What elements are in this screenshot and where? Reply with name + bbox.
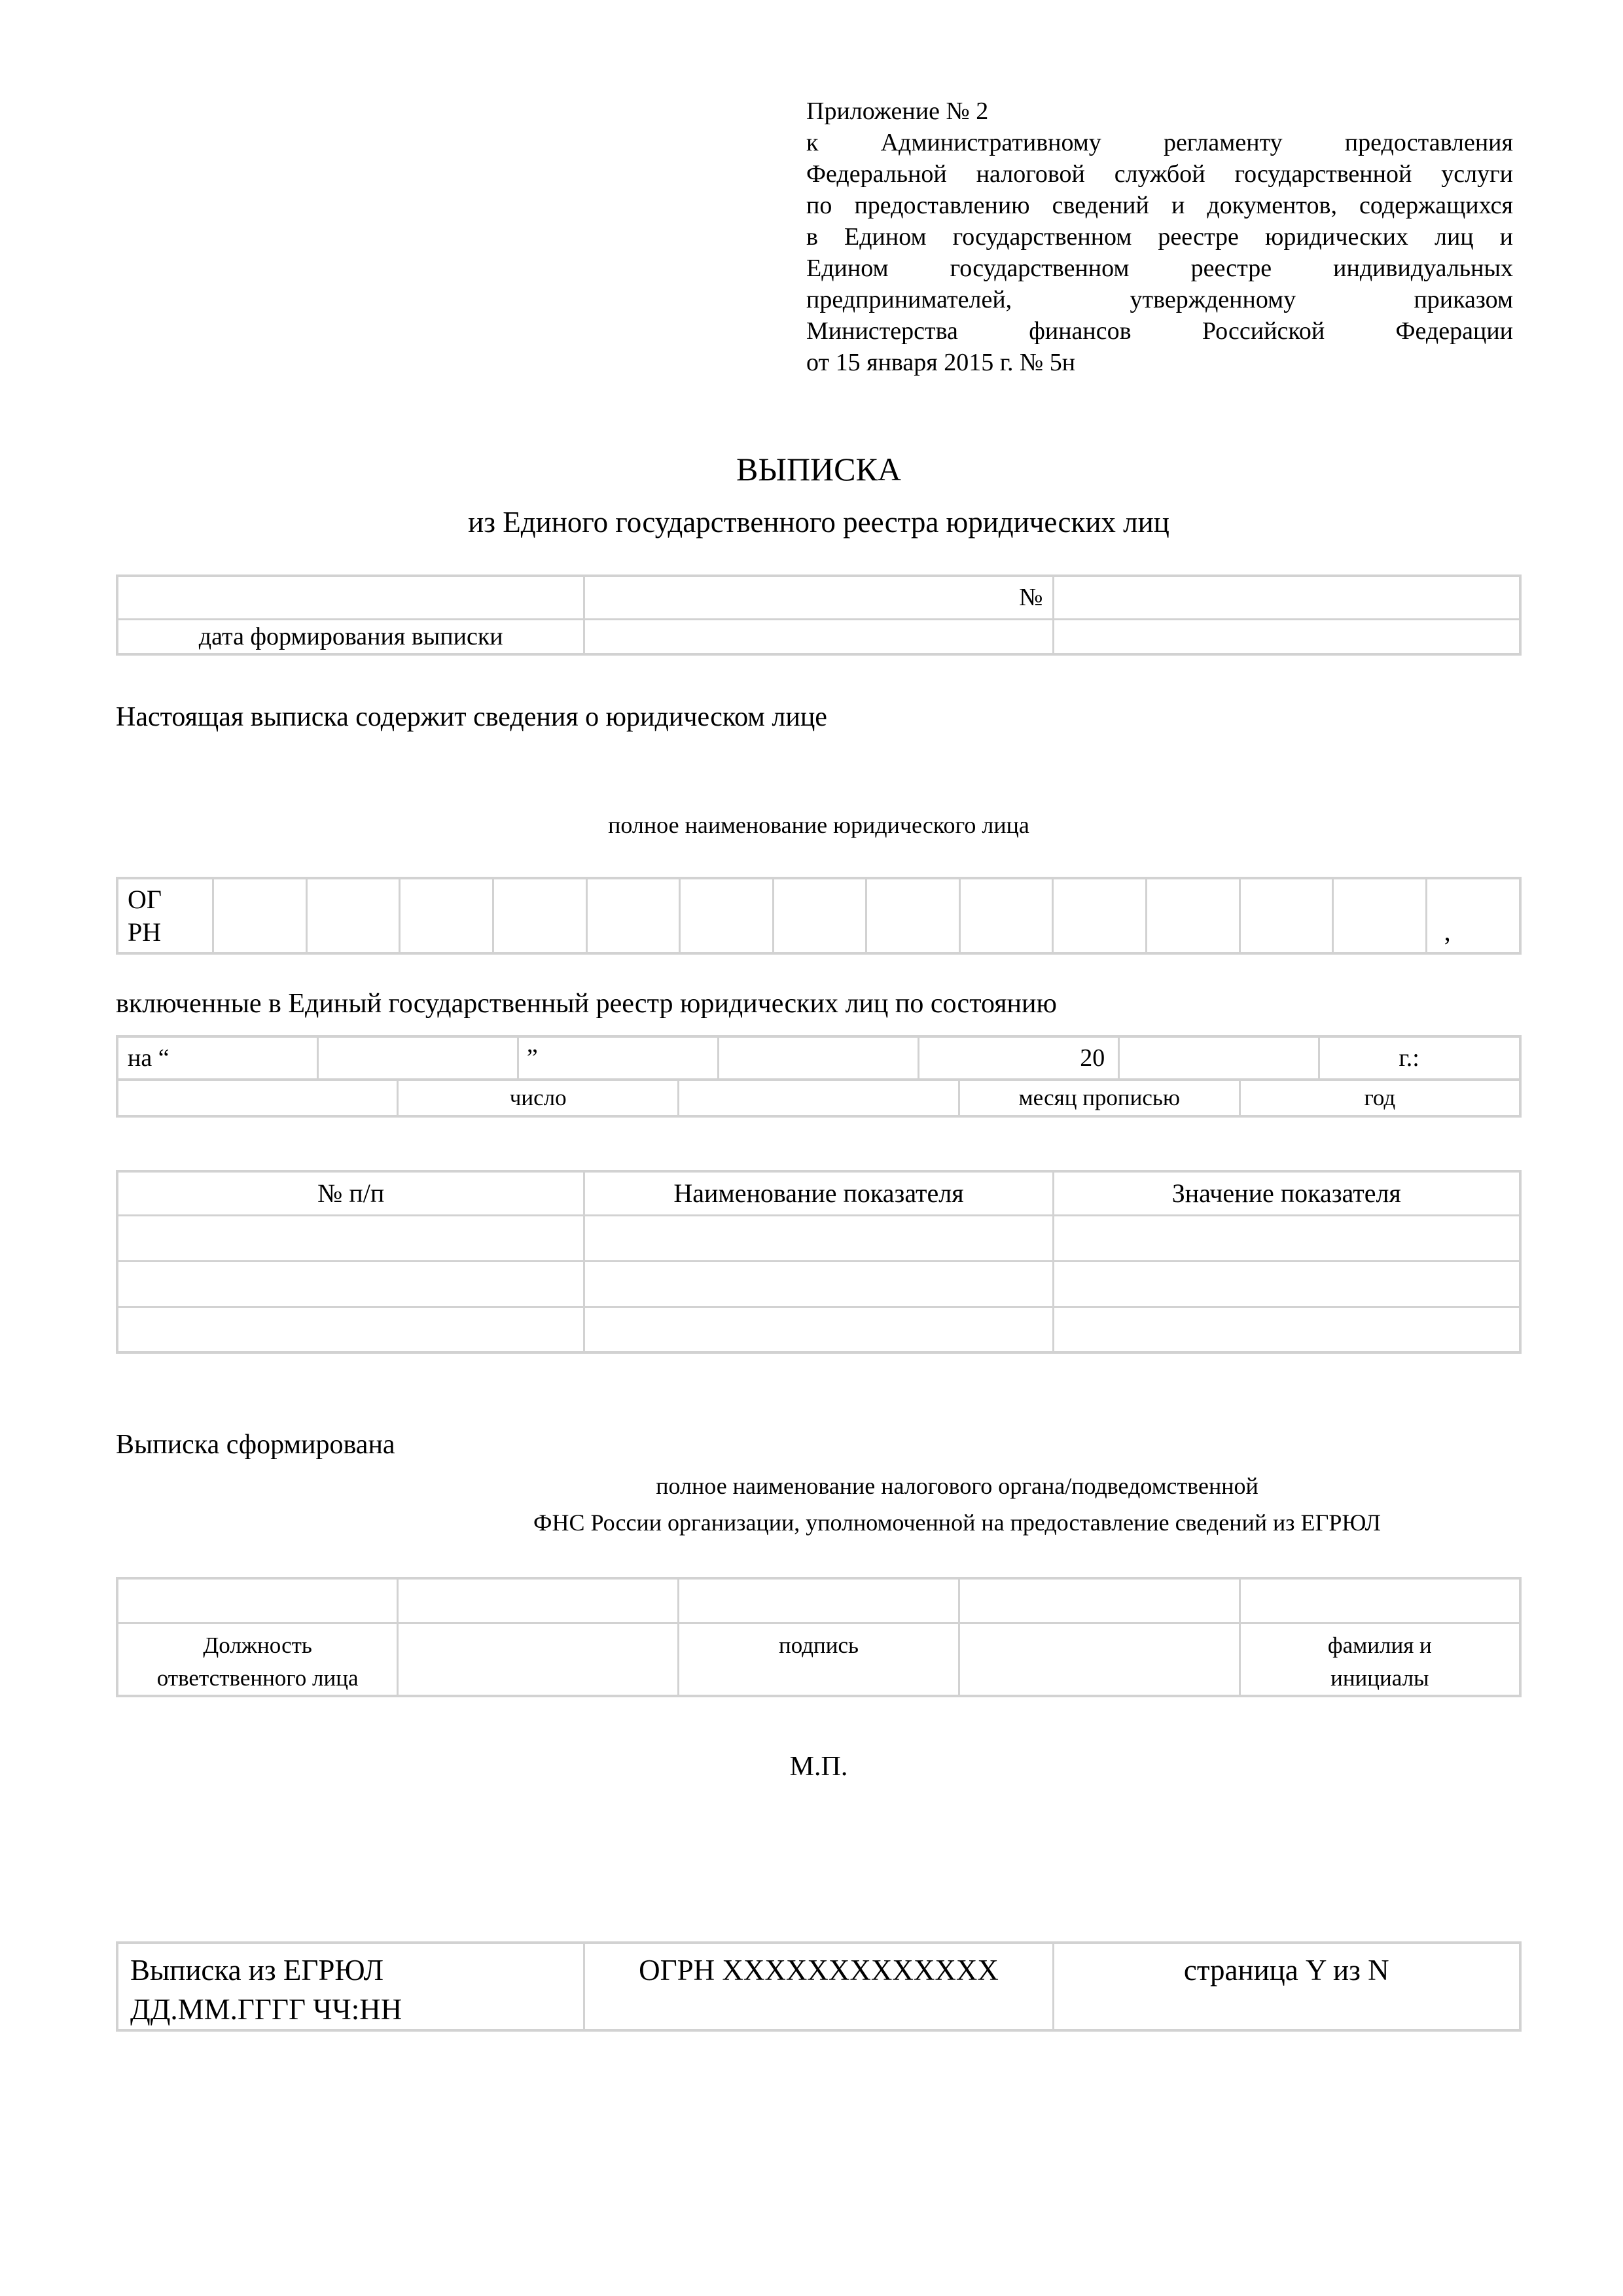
empty-cell bbox=[1053, 1215, 1520, 1261]
empty-cell bbox=[117, 1261, 584, 1307]
empty-cell bbox=[398, 1623, 679, 1696]
statement-legal-entity: Настоящая выписка содержит сведения о юридическом лице bbox=[116, 702, 827, 732]
table-row bbox=[117, 1307, 1520, 1352]
ogrn-digit-cell bbox=[213, 878, 307, 953]
appendix-note-line: Федеральной налоговой службой государственной услуги bbox=[806, 160, 1513, 188]
empty-cell bbox=[117, 1307, 584, 1352]
stamp-place: М.П. bbox=[789, 1752, 848, 1782]
indicators-header-npp: № п/п bbox=[117, 1171, 584, 1215]
table-row bbox=[117, 1261, 1520, 1307]
year-field-cell bbox=[1119, 1036, 1319, 1080]
footer-ogrn-cell: ОГРН XXXXXXXXXXXXX bbox=[584, 1943, 1053, 2030]
ogrn-digit-cell bbox=[1053, 878, 1147, 953]
empty-cell bbox=[584, 1307, 1053, 1352]
closing-quote-cell: ” bbox=[518, 1036, 718, 1080]
date-formed-label: дата формирования выписки bbox=[117, 619, 584, 654]
ogrn-label bbox=[117, 878, 213, 953]
appendix-note-line: по предоставлению сведений и документов, содержащихся bbox=[806, 192, 1513, 219]
name-caption bbox=[1240, 1623, 1520, 1696]
document-title: ВЫПИСКА bbox=[736, 451, 901, 487]
footer-page-counter: страница Y из N bbox=[1053, 1943, 1520, 2030]
document-subtitle: из Единого государственного реестра юридических лиц bbox=[468, 506, 1169, 539]
appendix-note bbox=[806, 96, 1513, 378]
ogrn-digit-cell bbox=[493, 878, 587, 953]
org-name-caption: полное наименование юридического лица bbox=[608, 812, 1029, 838]
ogrn-digit-cell bbox=[866, 878, 960, 953]
signature-table bbox=[116, 1577, 1522, 1697]
indicators-header-value: Значение показателя bbox=[1053, 1171, 1520, 1215]
date-formed-value-cell bbox=[584, 619, 1053, 654]
empty-cell bbox=[117, 1215, 584, 1261]
position-field-cell bbox=[117, 1578, 398, 1623]
ogrn-digit-cell bbox=[586, 878, 680, 953]
formed-caption bbox=[393, 1468, 1522, 1541]
footer-table bbox=[116, 1941, 1522, 2032]
ogrn-digit-cell bbox=[400, 878, 493, 953]
name-caption-text: фамилия и инициалы bbox=[1327, 1632, 1432, 1691]
day-caption: число bbox=[398, 1080, 679, 1116]
empty-cell bbox=[117, 1080, 398, 1116]
ogrn-digit-cell bbox=[773, 878, 866, 953]
ogrn-digit-cell bbox=[1333, 878, 1427, 953]
as-of-date-block bbox=[116, 1035, 1522, 1118]
position-caption bbox=[117, 1623, 398, 1696]
day-field-cell bbox=[317, 1036, 518, 1080]
month-caption: месяц прописью bbox=[959, 1080, 1240, 1116]
empty-cell bbox=[584, 1215, 1053, 1261]
na-quote-cell: на “ bbox=[117, 1036, 317, 1080]
ogrn-digit-cell bbox=[1240, 878, 1333, 953]
empty-cell bbox=[584, 1261, 1053, 1307]
indicators-header-name: Наименование показателя bbox=[584, 1171, 1053, 1215]
formed-caption-line2: ФНС России организации, уполномоченной на предоставление сведений из ЕГРЮЛ bbox=[533, 1510, 1381, 1536]
ogrn-digit-cell bbox=[959, 878, 1053, 953]
appendix-note-line: Едином государственном реестре индивидуальных bbox=[806, 255, 1513, 282]
table-row bbox=[117, 1215, 1520, 1261]
position-caption-text: Должность ответственного лица bbox=[156, 1632, 359, 1691]
formed-label: Выписка сформирована bbox=[116, 1430, 395, 1460]
appendix-note-line: к Административному регламенту предоставления bbox=[806, 129, 1513, 156]
indicators-table bbox=[116, 1170, 1522, 1354]
appendix-note-line: от 15 января 2015 г. № 5н bbox=[806, 349, 1076, 376]
year-suffix-cell: г.: bbox=[1319, 1036, 1520, 1080]
ogrn-digit-cell bbox=[680, 878, 774, 953]
number-sign-cell: № bbox=[584, 576, 1053, 619]
number-value-cell bbox=[1053, 576, 1520, 619]
empty-cell bbox=[1053, 619, 1520, 654]
appendix-note-line: Приложение № 2 bbox=[806, 97, 989, 125]
signature-field-cell bbox=[679, 1578, 959, 1623]
footer-doc-cell bbox=[117, 1943, 584, 2030]
as-of-date-table bbox=[116, 1035, 1522, 1081]
month-field-cell bbox=[718, 1036, 918, 1080]
number-date-table bbox=[116, 574, 1522, 656]
ogrn-label-line2: РН bbox=[128, 917, 162, 947]
empty-cell bbox=[679, 1080, 959, 1116]
footer-datetime-format: ДД.ММ.ГГГГ ЧЧ:НН bbox=[130, 1993, 402, 2026]
formed-caption-line1: полное наименование налогового органа/подведомственной bbox=[656, 1473, 1258, 1499]
ogrn-comma-cell: , bbox=[1426, 878, 1520, 953]
empty-cell bbox=[117, 576, 584, 619]
signature-caption: подпись bbox=[679, 1623, 959, 1696]
appendix-note-line: Министерства финансов Российской Федерации bbox=[806, 317, 1513, 345]
empty-cell bbox=[398, 1578, 679, 1623]
ogrn-digit-cell bbox=[306, 878, 400, 953]
empty-cell bbox=[1053, 1307, 1520, 1352]
century-cell: 20 bbox=[919, 1036, 1119, 1080]
empty-cell bbox=[959, 1578, 1240, 1623]
included-statement: включенные в Единый государственный реестр юридических лиц по состоянию bbox=[116, 989, 1057, 1019]
footer-doc-type: Выписка из ЕГРЮЛ bbox=[130, 1954, 383, 1987]
as-of-date-labels-table bbox=[116, 1078, 1522, 1118]
appendix-note-line: предпринимателей, утвержденному приказом bbox=[806, 286, 1513, 313]
year-caption: год bbox=[1240, 1080, 1520, 1116]
appendix-note-line: в Едином государственном реестре юридических лиц и bbox=[806, 223, 1513, 251]
empty-cell bbox=[1053, 1261, 1520, 1307]
ogrn-digit-cell bbox=[1146, 878, 1240, 953]
empty-cell bbox=[959, 1623, 1240, 1696]
ogrn-table bbox=[116, 877, 1522, 955]
name-field-cell bbox=[1240, 1578, 1520, 1623]
ogrn-label-line1: ОГ bbox=[128, 884, 162, 914]
